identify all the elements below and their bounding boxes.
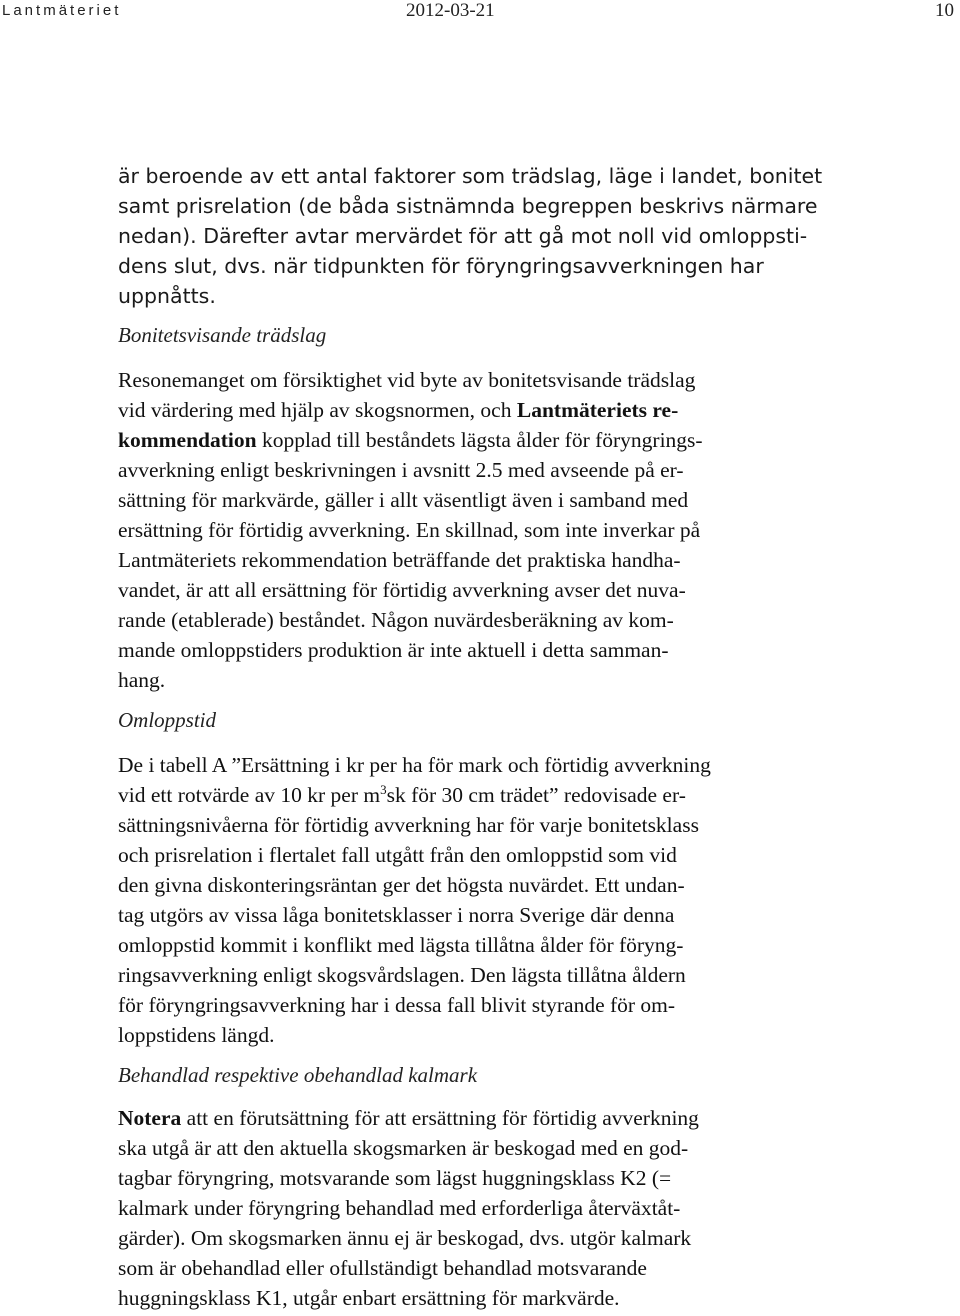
text-line: rande (etablerade) beståndet. Någon nuvärdesberäkning av kom- <box>118 608 674 632</box>
bold-term: Notera <box>118 1106 182 1130</box>
section-paragraph-behandlad-kalmark <box>118 1103 838 1313</box>
text-line: sättningsnivåerna för förtidig avverkning har för varje bonitetsklass <box>118 813 699 837</box>
text-line: ringsavverkning enligt skogsvårdslagen. Den lägsta tillåtna åldern <box>118 963 686 987</box>
section-paragraph-omloppstid <box>118 750 838 1050</box>
section-heading-omloppstid: Omloppstid <box>118 708 217 732</box>
text-line: Resonemanget om försiktighet vid byte av bonitetsvisande trädslag <box>118 368 696 392</box>
section-heading-bonitetsvisande-tradslag: Bonitetsvisande trädslag <box>118 323 327 347</box>
text-line: som är obehandlad eller ofullständigt behandlad motsvarande <box>118 1256 647 1280</box>
text-line: samt prisrelation (de båda sistnämnda begreppen beskrivs närmare <box>118 194 818 218</box>
text-line: De i tabell A ”Ersättning i kr per ha för mark och förtidig avverkning <box>118 753 711 777</box>
intro-paragraph <box>118 161 838 311</box>
section-heading-behandlad-kalmark: Behandlad respektive obehandlad kalmark <box>118 1063 478 1087</box>
text-line: loppstidens längd. <box>118 1023 275 1047</box>
text-line: vid ett rotvärde av 10 kr per $m^3sk$ för 30 cm trädet” redovisade er- <box>118 781 686 807</box>
text-line: hang. <box>118 668 166 692</box>
text-line: sättning för markvärde, gäller i allt väsentligt även i samband med <box>118 488 689 512</box>
text-line: huggningsklass K1, utgår enbart ersättning för markvärde. <box>118 1286 620 1310</box>
text-line: ersättning för förtidig avverkning. En skillnad, som inte inverkar på <box>118 518 701 542</box>
text-line: för föryngringsavverkning har i dessa fall blivit styrande för om- <box>118 993 676 1017</box>
text-line: omloppstid kommit i konflikt med lägsta tillåtna ålder för föryng- <box>118 933 684 957</box>
text-line: vid värdering med hjälp av skogsnormen, och Lantmäteriets re- <box>118 398 679 422</box>
text-line: Notera att en förutsättning för att ersättning för förtidig avverkning <box>118 1106 699 1130</box>
text-line: ska utgå är att den aktuella skogsmarken är beskogad med en god- <box>118 1136 689 1160</box>
text-line: tag utgörs av vissa låga bonitetsklasser i norra Sverige där denna <box>118 903 675 927</box>
text-line: Lantmäteriets rekommendation beträffande det praktiska handha- <box>118 548 681 572</box>
page-number: 10 <box>935 0 954 21</box>
bold-term: kommendation <box>118 428 257 452</box>
page-header <box>0 0 960 28</box>
text-line: vandet, är att all ersättning för förtidig avverkning avser det nuva- <box>118 578 686 602</box>
text-line: kalmark under föryngring behandlad med erforderliga återväxtåt- <box>118 1196 681 1220</box>
bold-term: Lantmäteriets re- <box>516 398 679 422</box>
document-date: 2012-03-21 <box>406 0 495 21</box>
text-line: kommendation kopplad till beståndets lägsta ålder för föryngrings- <box>118 428 703 452</box>
section-paragraph-bonitetsvisande-tradslag <box>118 365 838 695</box>
text-line: är beroende av ett antal faktorer som trädslag, läge i landet, bonitet <box>118 164 823 188</box>
organization-name: Lantmäteriet <box>2 2 122 19</box>
text-line: tagbar föryngring, motsvarande som lägst huggningsklass K2 (= <box>118 1166 672 1190</box>
text-line: den givna diskonteringsräntan ger det högsta nuvärdet. Ett undan- <box>118 873 685 897</box>
text-line: och prisrelation i flertalet fall utgått från den omloppstid som vid <box>118 843 677 867</box>
text-line: dens slut, dvs. när tidpunkten för föryngringsavverkningen har <box>118 254 764 278</box>
text-line: nedan). Därefter avtar mervärdet för att gå mot noll vid omloppsti- <box>118 224 808 248</box>
text-line: avverkning enligt beskrivningen i avsnitt 2.5 med avseende på er- <box>118 458 684 482</box>
superscript: 3 <box>380 781 387 797</box>
text-line: uppnåtts. <box>118 284 216 308</box>
text-line: mande omloppstiders produktion är inte aktuell i detta samman- <box>118 638 669 662</box>
text-line: gärder). Om skogsmarken ännu ej är beskogad, dvs. utgör kalmark <box>118 1226 692 1250</box>
